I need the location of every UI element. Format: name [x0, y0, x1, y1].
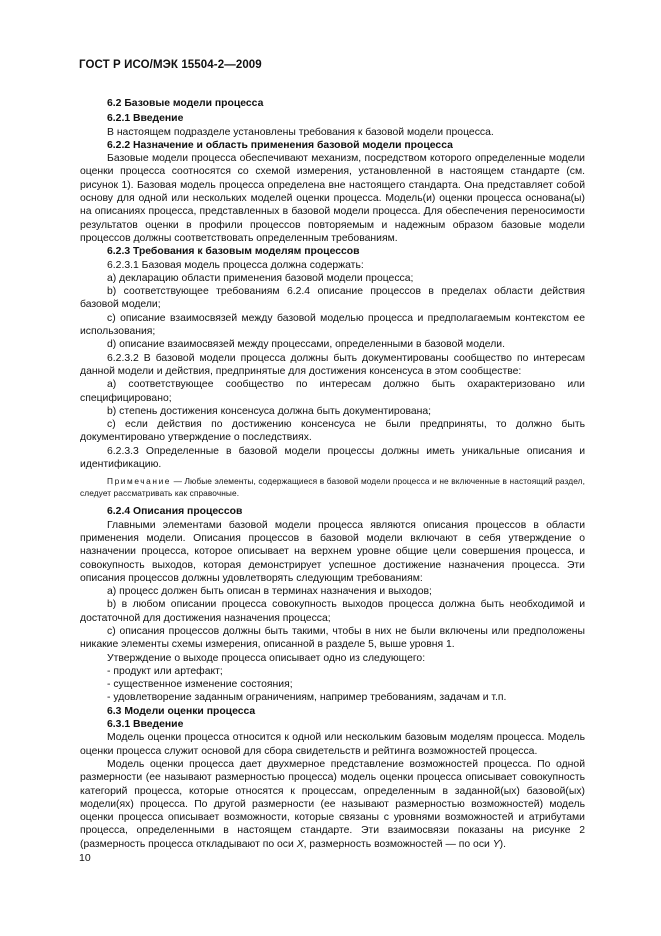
section-6-3-heading: 6.3 Модели оценки процесса: [107, 705, 256, 717]
dash-item: - удовлетворение заданным ограничениям, например требованиям, задачам и т.п.: [107, 692, 507, 704]
section-6-3-1-heading: 6.3.1 Введение: [107, 719, 184, 731]
list-item: a) соответствующее сообщество по интересам должно быть охарактеризовано или специфицировано;: [80, 379, 585, 404]
page-number: 10: [79, 852, 91, 864]
list-item: b) соответствующее требованиям 6.2.4 описание процессов в пределах области действия базовой модели;: [80, 286, 585, 311]
list-item: a) декларацию области применения базовой модели процесса;: [107, 272, 414, 284]
paragraph: В настоящем подразделе установлены требования к базовой модели процесса.: [107, 126, 494, 138]
list-item: d) описание взаимосвязей между процессами, определенными в базовой модели.: [107, 339, 505, 351]
list-item: c) описание взаимосвязей между базовой моделью процесса и предполагаемым контекстом ее использования;: [80, 312, 585, 338]
clause-6-2-3-3: 6.2.3.3 Определенные в базовой модели процессы должны иметь уникальные описания и идентификацию.: [80, 445, 585, 471]
paragraph: [80, 758, 585, 851]
section-6-2-heading: 6.2 Базовые модели процесса: [107, 98, 264, 109]
text-run: ).: [499, 838, 507, 850]
paragraph: Главными элементами базовой модели процесса являются описания процессов в области применения модели. Описания процессов в базовой модели включают в себя утверждение о назначении процесса, которое описывает на верхнем уровне общие цели совершения процесса, и совокупность выходов, которая демонстрирует успешное достижение назначения процесса. Эти описания процессов должны удовлетворять следующим требованиям:: [80, 519, 585, 584]
paragraph: Утверждение о выходе процесса описывает одно из следующего:: [107, 652, 426, 664]
dash-item: - существенное изменение состояния;: [107, 679, 293, 691]
paragraph: Базовые модели процесса обеспечивают механизм, посредством которого определенные модели оценки процесса соотносятся со схемой измерения, установленной в настоящем стандарте (см. рисунок 1). Базовая модель процесса определена вне настоящего стандарта. Она представляет собой основу для одной или нескольких моделей оценки процесса. Модель(и) оценки процесса основана(ы) на описаниях процесса, представленных в базовой модели процесса. Для обеспечения переносимости результатов оценки в профили процессов повторяемым и надежным образом базовые модели процессов должны соответствовать определенным требованиям.: [80, 153, 585, 244]
section-6-2-1-heading: 6.2.1 Введение: [107, 113, 184, 125]
text-run: , размерность возможностей — по оси: [303, 838, 493, 850]
list-item: b) степень достижения консенсуса должна быть документирована;: [107, 405, 432, 417]
note-text: — Любые элементы, содержащиеся в базовой модели процесса и не включенные в настоящий раздел, следует рассматривать как справочные.: [80, 476, 586, 498]
note: [80, 476, 585, 499]
note-label: Примечание: [107, 476, 172, 487]
document-header: ГОСТ Р ИСО/МЭК 15504-2—2009: [79, 59, 262, 71]
list-item: c) описания процессов должны быть такими, чтобы в них не были включены или предположены никакие элементы схемы измерения, описанной в разделе 5, выше уровня 1.: [80, 625, 585, 651]
clause-6-2-3-2: 6.2.3.2 В базовой модели процесса должны быть документированы сообщество по интересам данной модели и действия, предпринятые для достижения консенсуса в этом сообществе:: [80, 352, 585, 377]
list-item: b) в любом описании процесса совокупность выходов процесса должна быть необходимой и достаточной для достижения назначения процесса;: [80, 599, 585, 624]
axis-y-label: Y: [492, 838, 500, 850]
axis-x-label: X: [296, 838, 304, 850]
list-item: a) процесс должен быть описан в терминах назначения и выходов;: [107, 586, 432, 598]
clause-6-2-3-1: 6.2.3.1 Базовая модель процесса должна содержать:: [107, 259, 364, 271]
section-6-2-4-heading: 6.2.4 Описания процессов: [107, 506, 243, 518]
list-item: c) если действия по достижению консенсуса не были предприняты, то должно быть документировано утверждение о последствиях.: [80, 419, 585, 444]
dash-item: - продукт или артефакт;: [107, 665, 223, 677]
text-run: Модель оценки процесса дает двухмерное представление возможностей процесса. По одной размерности (ее называют размерностью процесса) модель оценки процесса описывает совокупность категорий процесса, которые относятся к процессам, определенным в заданной(ых) базовой(ых) модели(ях) процесса. По другой размерности (ее называют размерностью возможностей) модель оценки процесса описывает возможности, которые связаны с уровнями возможностей и атрибутами процесса, определенными в настоящем стандарте. Эти взаимосвязи показаны на рисунке 2 (размерность процесса откладывают по оси: [80, 758, 585, 850]
paragraph: Модель оценки процесса относится к одной или нескольким базовым моделям процесса. Модель оценки процесса служит основой для сбора свидетельств и рейтинга возможностей процесса.: [80, 732, 585, 757]
page-body: [80, 97, 585, 851]
section-6-2-2-heading: 6.2.2 Назначение и область применения базовой модели процесса: [107, 139, 453, 151]
section-6-2-3-heading: 6.2.3 Требования к базовым моделям процессов: [107, 246, 360, 258]
